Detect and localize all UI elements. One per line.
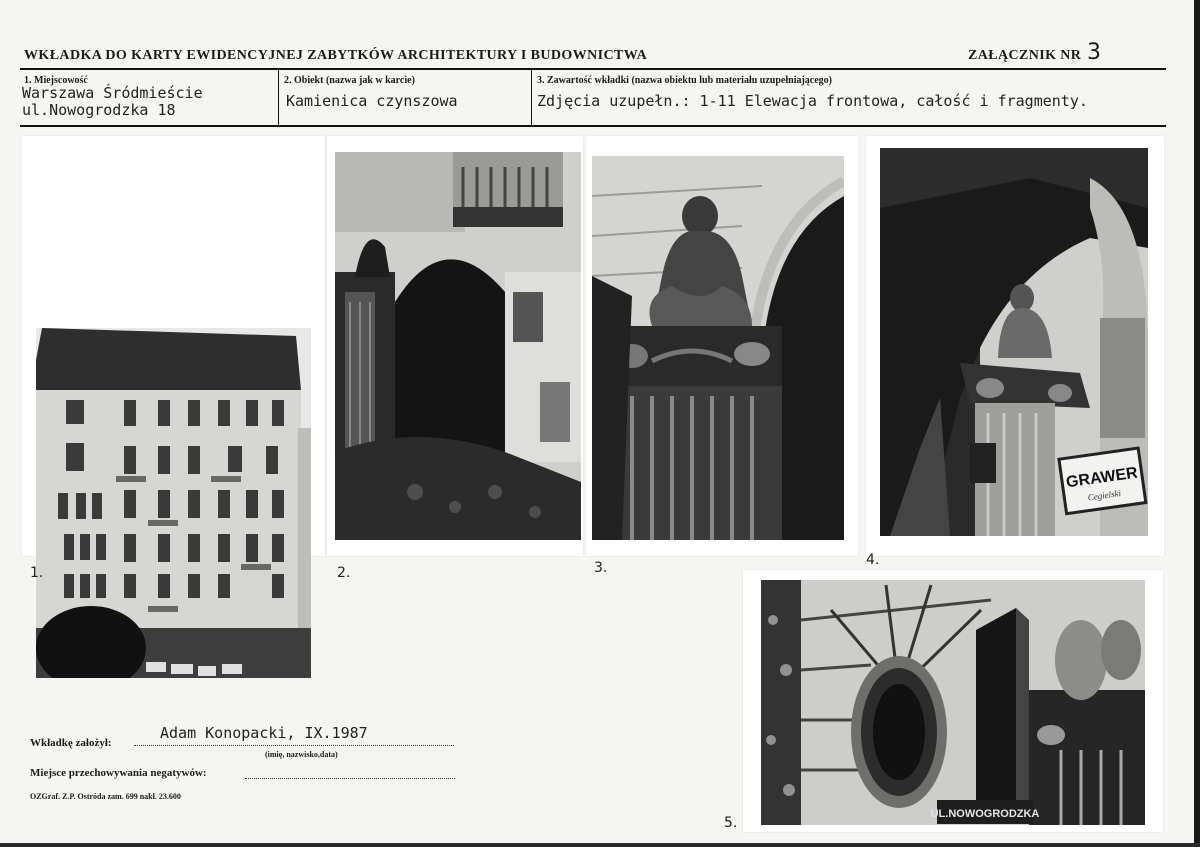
author-value: Adam Konopacki, IX.1987 bbox=[160, 724, 368, 742]
storage-label: Miejsce przechowywania negatywów: bbox=[30, 767, 207, 779]
attachment-label: ZAŁĄCZNIK NR bbox=[968, 48, 1082, 63]
content-label: 3. Zawartość wkładki (nazwa obiektu lub materiału uzupełniającego) bbox=[537, 75, 833, 86]
photo-5-frame bbox=[743, 570, 1163, 832]
sheet-title: WKŁADKA DO KARTY EWIDENCYJNEJ ZABYTKÓW ARCHITEKTURY I BUDOWNICTWA bbox=[24, 48, 648, 63]
attachment-number: 3 bbox=[1087, 40, 1101, 65]
scan-edge-bottom bbox=[0, 843, 1200, 847]
photo-5-number: 5. bbox=[724, 815, 738, 831]
grawer-sign-text: GRAWER bbox=[1065, 464, 1139, 492]
photo-2-frame bbox=[327, 136, 583, 556]
photo-2-number: 2. bbox=[337, 565, 351, 581]
photo-4-number: 4. bbox=[866, 552, 880, 568]
printer-imprint: OZGraf. Z.P. Ostróda zam. 699 nakł. 23.600 bbox=[30, 792, 181, 801]
author-label: Wkładkę założył: bbox=[30, 737, 112, 749]
photo-4-corner bbox=[880, 148, 1148, 536]
author-hint: (imię, nazwisko,data) bbox=[265, 750, 338, 759]
photo-2-archway bbox=[335, 152, 581, 540]
photo-1-number: 1. bbox=[30, 565, 44, 581]
locality-value-line2: ul.Nowogrodzka 18 bbox=[22, 101, 176, 119]
photo-4-frame bbox=[866, 136, 1164, 556]
header-top-rule bbox=[20, 68, 1166, 70]
object-value: Kamienica czynszowa bbox=[286, 92, 458, 110]
storage-dotted-line bbox=[245, 778, 455, 779]
author-dotted-line bbox=[134, 745, 454, 746]
header-bottom-rule bbox=[20, 125, 1166, 127]
locality-label: 1. Miejscowość bbox=[24, 75, 88, 86]
content-value: Zdjęcia uzupełn.: 1-11 Elewacja frontowa, całość i fragmenty. bbox=[537, 92, 1088, 110]
photo-3-frame bbox=[586, 136, 858, 556]
object-label: 2. Obiekt (nazwa jak w karcie) bbox=[284, 75, 415, 86]
photo-3-sculpture bbox=[592, 156, 844, 540]
field-divider-1 bbox=[278, 70, 279, 125]
photo-3-number: 3. bbox=[594, 560, 608, 576]
photo-5-window bbox=[761, 580, 1145, 825]
grawer-sign-subtext: Cegielski bbox=[1087, 487, 1122, 503]
scan-edge-right bbox=[1194, 0, 1200, 847]
street-sign-text: UL.NOWOGRODZKA bbox=[930, 808, 1040, 820]
grawer-sign bbox=[1059, 448, 1146, 514]
photo-1-frame bbox=[22, 136, 325, 556]
field-divider-2 bbox=[531, 70, 532, 125]
photo-1-facade bbox=[36, 328, 311, 678]
locality-value-line1: Warszawa Śródmieście bbox=[22, 84, 203, 102]
